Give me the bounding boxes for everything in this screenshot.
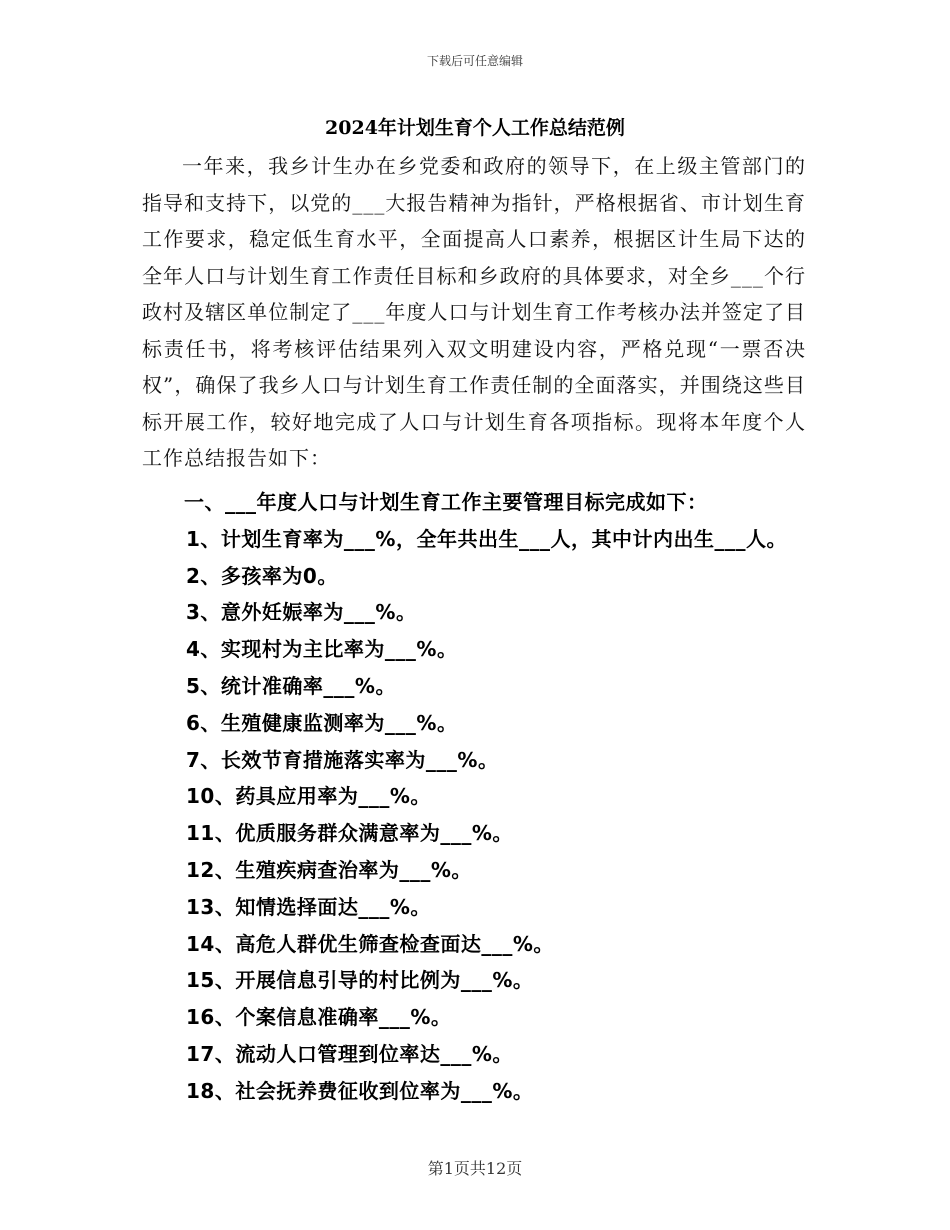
document-title: 2024年计划生育个人工作总结范例 — [325, 117, 625, 139]
header-note: 下载后可任意编辑 — [426, 54, 523, 68]
list-item: 16、个案信息准确率___%。 — [186, 1005, 452, 1030]
list-item: 4、实现村为主比率为___%。 — [186, 637, 458, 662]
section-heading: 一、___年度人口与计划生育工作主要管理目标完成如下： — [184, 490, 708, 514]
list-item: 17、流动人口管理到位率达___%。 — [186, 1041, 513, 1066]
list-item: 10、药具应用率为___%。 — [186, 784, 431, 809]
page-footer: 第1页共12页 — [427, 1159, 523, 1178]
list-item: 18、社会抚养费征收到位率为___%。 — [186, 1078, 534, 1103]
list-item: 7、长效节育措施落实率为___%。 — [186, 747, 499, 772]
list-item: 13、知情选择面达___%。 — [186, 894, 431, 919]
list-item: 11、优质服务群众满意率为___%。 — [186, 821, 513, 846]
target-list — [142, 484, 822, 1110]
intro-paragraph: 一年来，我乡计生办在乡党委和政府的领导下，在上级主管部门的指导和支持下，以党的___大报告精神为指针，严格根据省、市计划生育工作要求，稳定低生育水平，全面提高人口素养，根据区计生局下达的全年人口与计划生育工作责任目标和乡政府的具体要求，对全乡___个行政村及辖区单位制定了___年度人口与计划生育工作考核办法并签定了目标责任书，将考核评估结果列入双文明建设内容，严格兑现“一票否决权”，确保了我乡人口与计划生育工作责任制的全面落实，并围绕这些目标开展工作，较好地完成了人口与计划生育各项指标。现将本年度个人工作总结报告如下： — [142, 154, 806, 470]
list-item: 1、计划生育率为___%，全年共出生___人，其中计内出生___人。 — [186, 526, 787, 551]
list-item: 6、生殖健康监测率为___%。 — [186, 710, 458, 735]
list-item: 5、统计准确率___%。 — [186, 673, 396, 698]
list-item: 14、高危人群优生筛查检查面达___%。 — [186, 931, 554, 956]
list-item: 15、开展信息引导的村比例为___%。 — [186, 968, 534, 993]
list-item: 3、意外妊娠率为___%。 — [186, 600, 417, 625]
list-item: 12、生殖疾病查治率为___%。 — [186, 857, 472, 882]
list-item: 2、多孩率为0。 — [186, 563, 338, 588]
